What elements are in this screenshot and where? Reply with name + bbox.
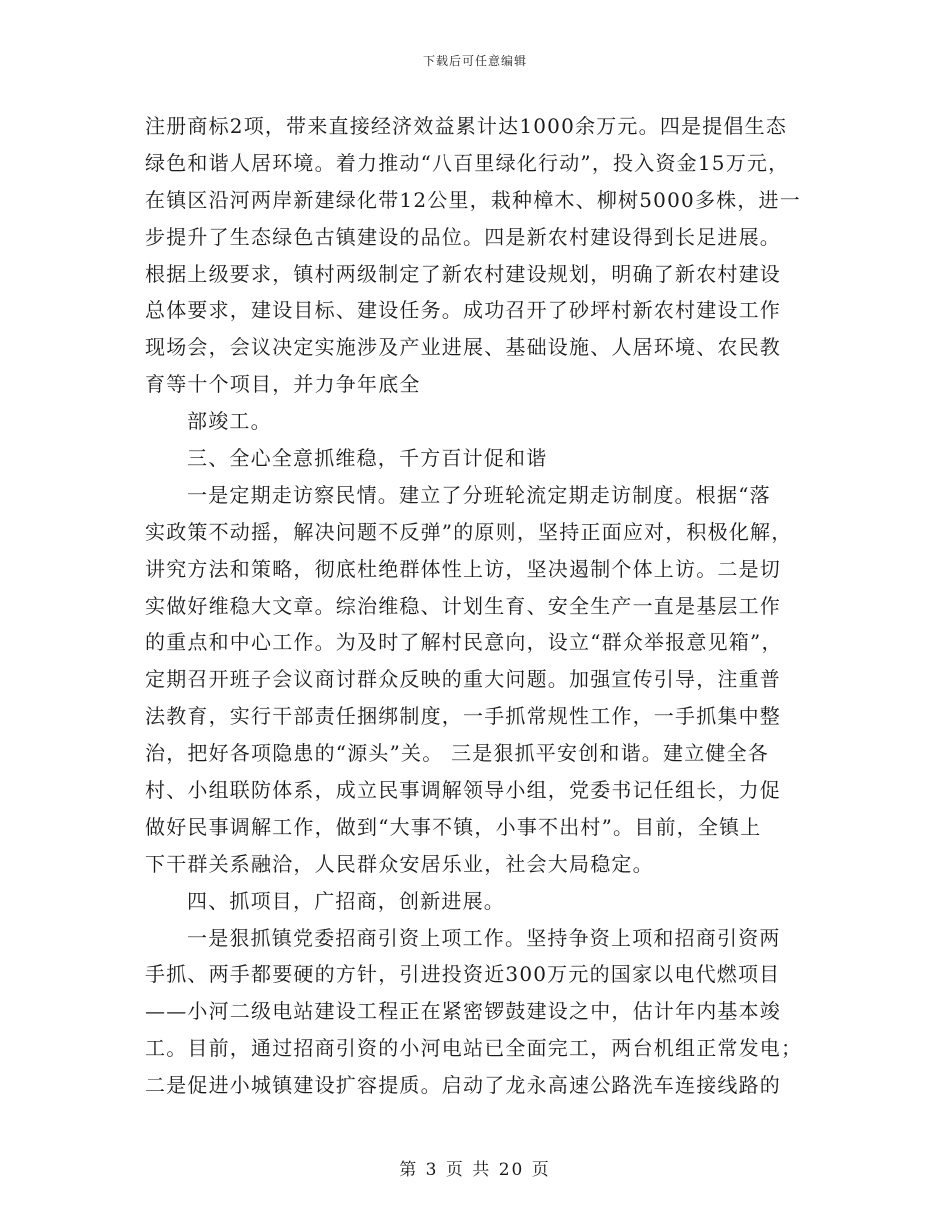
- text-line: 工。目前，通过招商引资的小河电站已全面完工，两台机组正常发电；: [145, 1036, 803, 1061]
- text-line: 部竣工。: [187, 409, 272, 434]
- text-line: 注册商标2项，带来直接经济效益累计达1000余万元。四是提倡生态: [145, 114, 788, 138]
- text-line: 定期召开班子会议商讨群众反映的重大问题。加强宣传引导，注重普: [145, 667, 781, 692]
- text-line: 育等十个项目，并力争年底全: [145, 372, 421, 397]
- document-body: [145, 108, 815, 1104]
- text-line: 的重点和中心工作。为及时了解村民意向，设立“群众举报意见箱”，: [145, 630, 783, 655]
- text-line: 二是促进小城镇建设扩容提质。启动了龙永高速公路洗车连接线路的: [145, 1073, 781, 1098]
- text-line: 四、抓项目，广招商，创新进展。: [187, 888, 505, 913]
- text-line: 村、小组联防体系，成立民事调解领导小组，党委书记任组长，力促: [145, 778, 781, 803]
- text-line: 一是定期走访察民情。建立了分班轮流定期走访制度。根据“落: [187, 482, 771, 507]
- text-line: 实做好维稳大文章。综治维稳、计划生育、安全生产一直是基层工作: [145, 593, 781, 618]
- text-line: 治，把好各项隐患的“源头”关。 三是狠抓平安创和谐。建立健全各: [145, 741, 770, 766]
- text-line: 做好民事调解工作，做到“大事不镇，小事不出村”。目前，全镇上: [145, 814, 762, 839]
- text-line: 绿色和谐人居环境。着力推动“八百里绿化行动”，投入资金15万元，: [145, 150, 790, 175]
- text-line: 在镇区沿河两岸新建绿化带12公里，栽种樟木、柳树5000多株，进一: [145, 187, 801, 212]
- page-header: 下载后可任意编辑: [422, 54, 527, 68]
- text-line: 总体要求，建设目标、建设任务。成功召开了砂坪村新农村建设工作: [145, 298, 781, 323]
- text-line: 一是狠抓镇党委招商引资上项工作。坚持争资上项和招商引资两: [187, 925, 781, 950]
- text-line: 现场会，会议决定实施涉及产业进展、基础设施、人居环境、农民教: [145, 335, 781, 360]
- text-line: 法教育，实行干部责任捆绑制度，一手抓常规性工作，一手抓集中整: [145, 704, 781, 729]
- page-number: 第 3 页 共 20 页: [399, 1160, 551, 1180]
- text-line: 步提升了生态绿色古镇建设的品位。四是新农村建设得到长足进展。: [145, 224, 781, 249]
- text-line: ——小河二级电站建设工程正在紧密锣鼓建设之中，估计年内基本竣: [145, 999, 781, 1024]
- text-line: 手抓、两手都要硬的方针，引进投资近300万元的国家以电代燃项目: [145, 962, 781, 987]
- text-line: 根据上级要求，镇村两级制定了新农村建设规划，明确了新农村建设: [145, 261, 781, 286]
- text-line: 下干群关系融洽，人民群众安居乐业，社会大局稳定。: [145, 851, 654, 876]
- text-line: 讲究方法和策略，彻底杜绝群体性上访，坚决遏制个体上访。二是切: [145, 556, 781, 581]
- text-line: 实政策不动摇，解决问题不反弹”的原则，坚持正面应对，积极化解，: [145, 519, 793, 544]
- text-line: 三、全心全意抓维稳，千方百计促和谐: [187, 446, 548, 471]
